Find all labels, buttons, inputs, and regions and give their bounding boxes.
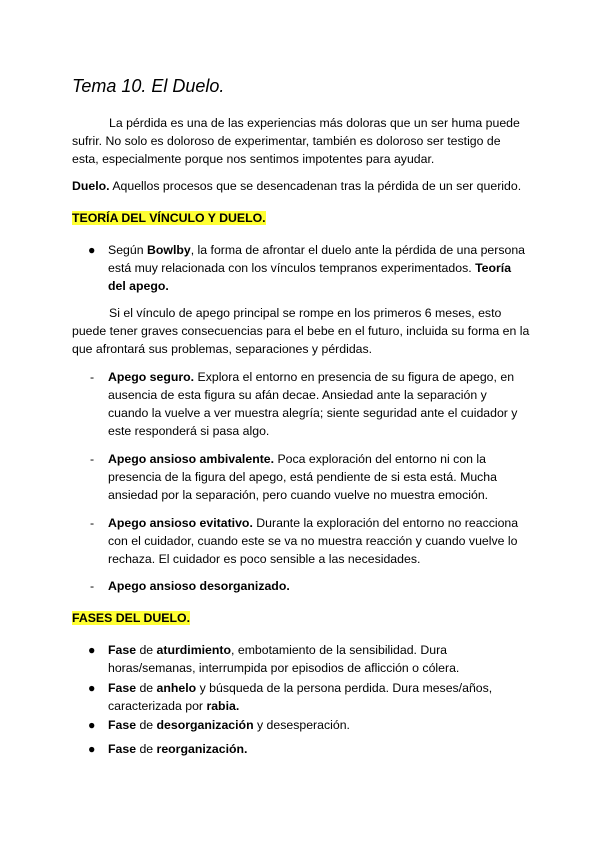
phase-extra: rabia. (206, 699, 240, 713)
phase-desc: , embotamiento de la sensibilidad. Dura horas/semanas, interrumpida por episodios de aflicción o cólera. (108, 643, 460, 675)
phase-name: reorganización. (156, 742, 248, 756)
phase-de: de (136, 643, 157, 657)
apego-type-item (88, 514, 528, 568)
phase-desc: y búsqueda de la persona perdida. Dura meses/años, caracterizada por (108, 681, 493, 713)
intro-paragraph: La pérdida es una de las experiencias más doloras que un ser huma puede sufrir. No solo es doloroso de experimentar, también es doloroso ser testigo de esta, especialmente porque nos sentimos impotentes para ayudar. (72, 116, 520, 166)
duelo-term: Duelo. (72, 179, 110, 193)
duelo-definition (72, 177, 530, 195)
bowlby-text (108, 241, 528, 295)
bullet-marker: ● (88, 243, 96, 257)
apego-paragraph: Si el vínculo de apego principal se rompe en los primeros 6 meses, esto puede tener graves consecuencias para el bebe en el futuro, incluida su forma en la que afrontará sus problemas, separaciones y pérdidas. (72, 306, 530, 356)
dash-marker: - (90, 579, 95, 593)
apego-type-term: Apego ansioso evitativo. (108, 516, 253, 530)
bowlby-bullet (88, 241, 528, 295)
bullet-marker: ● (88, 718, 96, 732)
dash-marker: - (90, 370, 95, 384)
duelo-text: Aquellos procesos que se desencadenan tras la pérdida de un ser querido. (109, 179, 522, 193)
phase-desc: y desesperación. (253, 718, 350, 732)
apego-type-term: Apego ansioso ambivalente. (108, 452, 275, 466)
phase-name: desorganización (156, 718, 254, 732)
phase-item (88, 679, 528, 715)
apego-type-text (108, 450, 528, 504)
apego-type-item (88, 368, 528, 440)
apego-type-term: Apego ansioso desorganizado. (108, 579, 290, 593)
apego-type-desc: Durante la exploración del entorno no reacciona con el cuidador, cuando este se va no muestra reacción y cuando vuelve lo rechaza. El cuidador es poco sensible a las necesidades. (108, 516, 519, 566)
bowlby-pre: Según (108, 243, 147, 257)
apego-type-desc: Explora el entorno en presencia de su figura de apego, en ausencia de esta figura su afán decae. Ansiedad ante la separación y cuando la vuelve a ver muestra alegría; siente seguridad ante el cuidador y este responderá si pasa algo. (108, 370, 518, 438)
phase-text (108, 679, 528, 715)
phase-fase: Fase (108, 643, 137, 657)
phase-de: de (136, 681, 157, 695)
phase-text (108, 641, 528, 677)
section-heading-fases (72, 609, 190, 627)
section-heading-vinculo (72, 209, 266, 227)
phase-item (88, 716, 528, 734)
phase-item (88, 641, 528, 677)
teoria-apego-term: Teoría del apego. (108, 261, 512, 293)
phase-fase: Fase (108, 742, 137, 756)
phase-text (108, 716, 528, 734)
apego-type-desc: Poca exploración del entorno ni con la presencia de la figura del apego, está pendiente de si esta está. Mucha ansiedad por la separación, pero cuando vuelve no muestra emoción. (108, 452, 497, 502)
bowlby-mid: , la forma de afrontar el duelo ante la pérdida de una persona está muy relacionada con los vínculos tempranos experimentados. (108, 243, 526, 275)
phase-name: anhelo (156, 681, 197, 695)
document-title: Tema 10. El Duelo. (72, 76, 225, 96)
apego-type-text (108, 577, 528, 595)
dash-marker: - (90, 516, 95, 530)
phase-item (88, 740, 528, 758)
bowlby-name: Bowlby (146, 243, 191, 257)
phase-fase: Fase (108, 718, 137, 732)
bullet-marker: ● (88, 643, 96, 657)
heading-highlight: FASES DEL DUELO. (72, 611, 190, 625)
apego-type-text (108, 368, 528, 440)
dash-marker: - (90, 452, 95, 466)
bullet-marker: ● (88, 681, 96, 695)
bullet-marker: ● (88, 742, 96, 756)
phase-fase: Fase (108, 681, 137, 695)
apego-type-term: Apego seguro. (108, 370, 195, 384)
apego-type-text (108, 514, 528, 568)
phase-text (108, 740, 528, 758)
apego-type-item (88, 577, 528, 595)
apego-type-item (88, 450, 528, 504)
heading-highlight: TEORÍA DEL VÍNCULO Y DUELO. (72, 211, 266, 225)
phase-de: de (136, 718, 157, 732)
phase-de: de (136, 742, 157, 756)
phase-name: aturdimiento (156, 643, 232, 657)
